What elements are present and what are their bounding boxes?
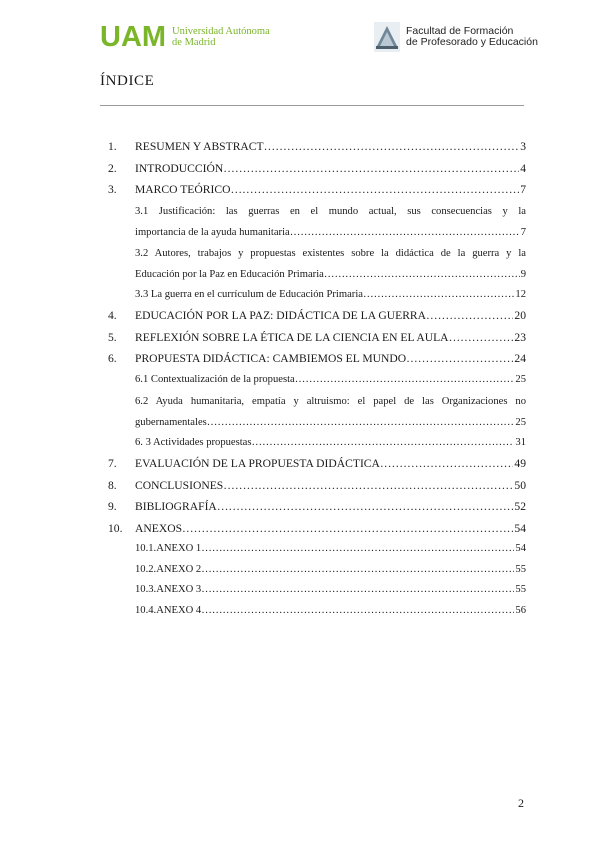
toc-subentry-6-2[interactable]: [108, 391, 526, 433]
toc-subentry-10-1[interactable]: [108, 539, 526, 560]
toc-subentry-label-line2: Educación por la Paz en Educación Primaria: [135, 268, 324, 280]
toc-entry-10[interactable]: [108, 518, 526, 540]
toc-entry-page: 7: [520, 226, 526, 238]
toc-entry-page: 54: [514, 521, 526, 535]
toc-entry-4[interactable]: [108, 305, 526, 327]
toc-subentry-10-2[interactable]: [108, 560, 526, 581]
toc-entry-page: 3: [520, 140, 526, 153]
toc-entry-3[interactable]: [108, 179, 526, 201]
toc-leader-dots: [201, 601, 514, 622]
toc-entry-page: 50: [514, 478, 526, 492]
toc-subentry-label-line2: gubernamentales: [135, 416, 207, 428]
toc-subentry-3-3[interactable]: [108, 285, 526, 306]
toc-subentry-label-line1: 3.2 Autores, trabajos y propuestas existentes sobre la didáctica de la guerra y la: [135, 247, 526, 259]
toc-subentry-6-1[interactable]: [108, 370, 526, 391]
toc-subentry-label: 6.1 Contextualización de la propuesta: [135, 374, 295, 386]
toc-subentry-3-2[interactable]: [108, 243, 526, 285]
toc-subentry-10-3[interactable]: [108, 580, 526, 601]
toc-subentry-label-line2: importancia de la ayuda humanitaria: [135, 226, 290, 238]
toc-entry-page: 20: [514, 309, 526, 323]
toc-leader-dots: [207, 412, 515, 433]
toc-leader-dots: [324, 264, 520, 285]
toc-entry-label: BIBLIOGRAFÍA: [135, 500, 217, 514]
toc-leader-dots: [201, 580, 514, 601]
toc-entry-1[interactable]: [108, 136, 526, 158]
toc-leader-dots: [182, 518, 513, 540]
toc-leader-dots: [449, 327, 514, 349]
toc-leader-dots: [223, 475, 513, 497]
toc-leader-dots: [223, 158, 519, 180]
toc-subentry-label: 6. 3 Actividades propuestas: [135, 436, 252, 448]
toc-entry-number: 10.: [108, 521, 123, 535]
uam-logo-mark: UAM: [100, 21, 167, 53]
toc-entry-7[interactable]: [108, 453, 526, 475]
toc-subentry-label: 10.3.ANEXO 3: [135, 584, 202, 596]
faculty-logo: [374, 22, 538, 52]
toc-entry-8[interactable]: [108, 475, 526, 497]
toc-subentry-label: 3.3 La guerra en el currículum de Educación Primaria: [135, 288, 363, 300]
toc-leader-dots: [252, 433, 515, 454]
toc-entry-number: 9.: [108, 500, 117, 514]
toc-entry-page: 31: [515, 436, 526, 448]
toc-subentry-label: 10.1.ANEXO 1: [135, 543, 202, 555]
toc-entry-page: 9: [520, 268, 526, 280]
toc-subentry-line2: [135, 412, 526, 433]
toc-entry-number: 3.: [108, 183, 117, 197]
toc-entry-number: 5.: [108, 330, 117, 344]
toc-subentry-line2: [135, 222, 526, 243]
toc-entry-label: INTRODUCCIÓN: [135, 161, 224, 175]
toc-entry-5[interactable]: [108, 327, 526, 349]
toc-entry-number: 2.: [108, 161, 117, 175]
toc-subentry-label: 10.4.ANEXO 4: [135, 604, 202, 616]
toc-entry-page: 12: [515, 288, 526, 300]
toc-leader-dots: [363, 285, 514, 306]
toc-entry-label: PROPUESTA DIDÁCTICA: CAMBIEMOS EL MUNDO: [135, 352, 407, 366]
uam-logo-text: [172, 26, 270, 48]
toc-entry-number: 8.: [108, 478, 117, 492]
faculty-name-line1: Facultad de Formación: [406, 24, 514, 37]
toc-subentry-10-4[interactable]: [108, 601, 526, 622]
title-divider: [100, 105, 524, 106]
toc-entry-number: 6.: [108, 352, 117, 366]
toc-leader-dots: [217, 496, 514, 518]
faculty-emblem-icon: [374, 22, 400, 52]
toc-entry-2[interactable]: [108, 158, 526, 180]
toc-entry-label: RESUMEN Y ABSTRACT: [135, 140, 264, 153]
toc-entry-number: 1.: [108, 140, 117, 153]
toc-entry-number: 4.: [108, 309, 117, 323]
toc-entry-page: 52: [514, 500, 526, 514]
toc-leader-dots: [380, 453, 513, 475]
toc-entry-label: REFLEXIÓN SOBRE LA ÉTICA DE LA CIENCIA EN EL AULA: [135, 330, 449, 344]
toc-entry-label: EVALUACIÓN DE LA PROPUESTA DIDÁCTICA: [135, 457, 380, 471]
toc-entry-page: 25: [515, 416, 526, 428]
toc-entry-page: 4: [520, 161, 526, 175]
faculty-logo-text: [406, 26, 538, 49]
toc-leader-dots: [201, 560, 514, 581]
faculty-name-line2: de Profesorado y Educación: [406, 36, 538, 48]
uam-name-line2: de Madrid: [172, 37, 216, 48]
toc-entry-9[interactable]: [108, 496, 526, 518]
toc-subentry-label: 10.2.ANEXO 2: [135, 563, 202, 575]
toc-leader-dots: [426, 305, 513, 327]
uam-logo: [100, 22, 270, 52]
toc-entry-number: 7.: [108, 457, 117, 471]
toc-entry-page: 23: [514, 330, 526, 344]
toc-entry-label: ANEXOS: [135, 521, 183, 535]
toc-entry-page: 54: [515, 543, 526, 555]
toc-leader-dots: [290, 222, 520, 243]
table-of-contents: [108, 136, 526, 621]
toc-leader-dots: [230, 179, 519, 201]
toc-entry-page: 55: [515, 584, 526, 596]
toc-leader-dots: [264, 136, 520, 158]
toc-subentry-3-1[interactable]: [108, 201, 526, 243]
toc-entry-label: MARCO TEÓRICO: [135, 183, 231, 197]
toc-subentry-label-line1: 3.1 Justificación: las guerras en el mundo actual, sus consecuencias y la: [135, 205, 526, 217]
toc-leader-dots: [295, 370, 515, 391]
toc-entry-page: 7: [520, 183, 526, 197]
toc-subentry-line2: [135, 264, 526, 285]
toc-entry-page: 49: [514, 457, 526, 471]
toc-entry-label: CONCLUSIONES: [135, 478, 224, 492]
toc-subentry-6-3[interactable]: [108, 433, 526, 454]
toc-entry-label: EDUCACIÓN POR LA PAZ: DIDÁCTICA DE LA GUERRA: [135, 309, 427, 323]
toc-entry-6[interactable]: [108, 348, 526, 370]
page-number: 2: [518, 796, 524, 810]
toc-leader-dots: [201, 539, 514, 560]
toc-subentry-label-line1: 6.2 Ayuda humanitaria, empatía y altruismo: el papel de las Organizaciones no: [135, 395, 526, 407]
toc-entry-page: 55: [515, 563, 526, 575]
toc-entry-page: 56: [515, 604, 526, 616]
page-title: ÍNDICE: [100, 73, 155, 89]
toc-entry-page: 24: [514, 352, 526, 366]
toc-entry-page: 25: [515, 374, 526, 386]
toc-leader-dots: [406, 348, 513, 370]
uam-name-line1: Universidad Autónoma: [172, 26, 270, 37]
